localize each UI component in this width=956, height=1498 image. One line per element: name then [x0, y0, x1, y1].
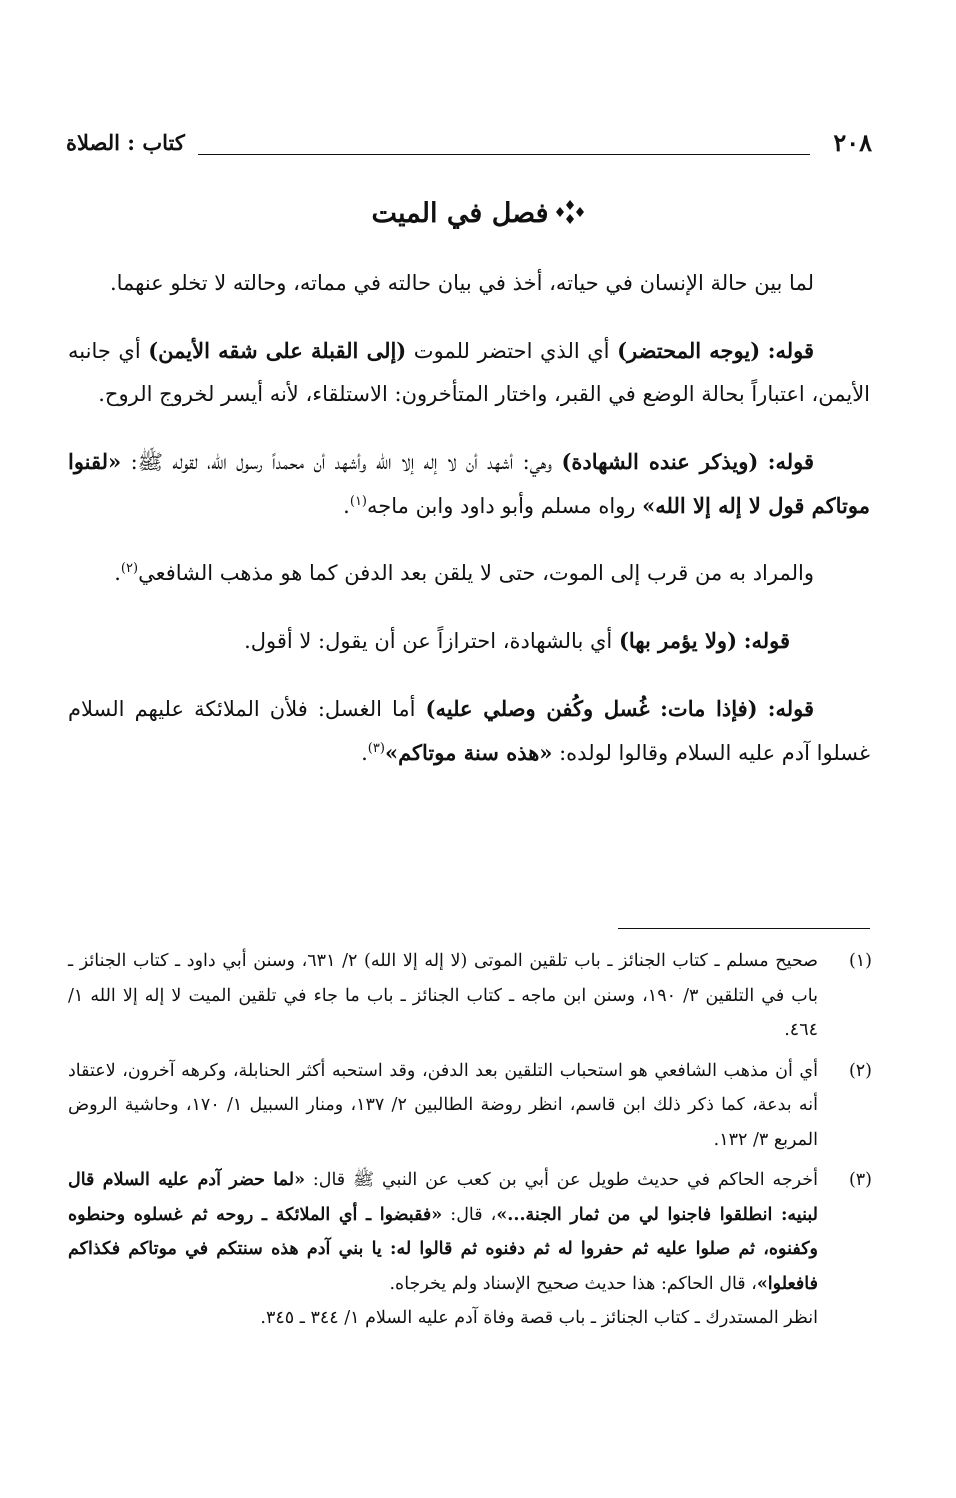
paragraph-end: . — [343, 494, 350, 518]
footnote-1 — [68, 944, 872, 1048]
paragraph-text: أما الغسل: فلأن الملائكة عليهم السلام غسلوا آدم عليه السلام وقالوا لولده: — [68, 697, 870, 765]
footnote-3 — [68, 1163, 872, 1336]
keyword-qawluh: قوله: — [767, 338, 814, 363]
section-heading — [0, 198, 956, 229]
paragraph-end: . — [114, 561, 121, 585]
keyword-qawluh: قوله: — [767, 449, 815, 474]
main-text — [68, 262, 870, 799]
book-title: كتاب : الصلاة — [66, 130, 185, 155]
hadith-quote: «لقنوا موتاكم قول لا إله إلا الله» — [68, 449, 870, 518]
footnote-separator — [618, 928, 870, 929]
paragraph-text: أي بالشهادة، احترازاً عن أن يقول: لا أقول. — [244, 629, 619, 653]
footnote-marker-3[interactable]: (٣) — [367, 741, 385, 756]
footnote-text: أخرجه الحاكم في حديث طويل عن أبي بن كعب عن النبي ﷺ قال: — [305, 1170, 818, 1190]
quoted-matn: (فإذا مات: غُسل وكُفن وصلي عليه) — [425, 696, 758, 721]
page-number: ٢٠٨ — [833, 128, 872, 157]
footnotes — [68, 944, 872, 1342]
quoted-matn: (إلى القبلة على شقه الأيمن) — [148, 338, 407, 363]
paragraph-4 — [68, 552, 870, 595]
footnote-number: (٣) — [848, 1170, 872, 1190]
quoted-matn: (ولا يؤمر بها) — [618, 628, 738, 653]
paragraph-5 — [68, 619, 870, 663]
quoted-matn: (ويذكر عنده الشهادة) — [561, 449, 759, 474]
paragraph-text: أي جانبه الأيمن، اعتباراً بحالة الوضع في القبر، واختار المتأخرون: الاستلقاء، لأنه أيسر لخروج الروح. — [68, 339, 870, 406]
paragraph-3 — [68, 440, 870, 528]
footnote-marker-1[interactable]: (١) — [349, 494, 367, 509]
hadith-quote: «هذه سنة موتاكم» — [384, 740, 553, 765]
section-title: فصل في الميت — [371, 198, 549, 229]
footnote-hadith-quote: «لما حضر آدم عليه السلام قال لبنيه: انطلقوا فاجنوا لي من ثمار الجنة...» — [68, 1170, 818, 1225]
paragraph-6 — [68, 687, 870, 775]
four-diamond-ornament-icon — [556, 200, 584, 224]
header-rule — [198, 154, 810, 155]
paragraph-text: والمراد به من قرب إلى الموت، حتى لا يلقن بعد الدفن كما هو مذهب الشافعي — [138, 561, 814, 585]
paragraph-text: لما بين حالة الإنسان في حياته، أخذ في بيان حالته في مماته، وحالته لا تخلو عنهما. — [109, 271, 814, 295]
footnote-2 — [68, 1054, 872, 1158]
quoted-matn: (يوجه المحتضر) — [617, 338, 761, 363]
footnote-reference: انظر المستدرك ـ كتاب الجنائز ـ باب قصة وفاة آدم عليه السلام ١/ ٣٤٤ ـ ٣٤٥. — [260, 1308, 818, 1328]
footnote-text: أي أن مذهب الشافعي هو استحباب التلقين بعد الدفن، وقد استحبه أكثر الحنابلة، وكرهه آخرون، لاعتقاد أنه بدعة، كما ذكر ذلك ابن قاسم، انظر روضة الطالبين ٢/ ١٣٧، ومنار السبيل ١/ ١٧٠، وحاشية الروض المربع ٣/ ١٣٢. — [68, 1060, 818, 1150]
footnote-text: ، قال: — [442, 1204, 497, 1225]
paragraph-2 — [68, 329, 870, 416]
footnote-marker-2[interactable]: (٢) — [120, 561, 139, 576]
keyword-qawluh: قوله: — [743, 628, 790, 653]
footnote-text: ، قال الحاكم: هذا حديث صحيح الإسناد ولم يخرجاه. — [389, 1273, 757, 1294]
paragraph-text: رواه مسلم وأبو داود وابن ماجه — [367, 494, 643, 518]
paragraph-text: وهي: أشهد أن لا إله إلا الله وأشهد أن محمداً رسول الله، لقوله ﷺ: — [121, 450, 562, 474]
footnote-text: صحيح مسلم ـ كتاب الجنائز ـ باب تلقين الموتى (لا إله إلا الله) ٢/ ٦٣١، وسنن أبي داود ـ كتاب الجنائز ـ باب في التلقين ٣/ ١٩٠، وسنن ابن ماجه ـ كتاب الجنائز ـ باب ما جاء في تلقين الميت لا إله إلا الله ١/ ٤٦٤. — [68, 951, 819, 1040]
paragraph-text: أي الذي احتضر للموت — [406, 339, 618, 363]
footnote-number: (٢) — [848, 1060, 872, 1081]
paragraph-1 — [68, 262, 870, 305]
footnote-number: (١) — [848, 951, 872, 971]
running-header — [66, 128, 872, 162]
paragraph-end: . — [361, 741, 368, 765]
keyword-qawluh: قوله: — [767, 696, 814, 721]
footnote-hadith-quote: «فقبضوا ـ أي الملائكة ـ روحه ثم غسلوه وحنطوه وكفنوه، ثم صلوا عليه ثم حفروا له ثم دفنوه ثم قالوا له: يا بني آدم هذه سنتكم في موتاكم فكذاكم فافعلوا» — [68, 1204, 818, 1294]
